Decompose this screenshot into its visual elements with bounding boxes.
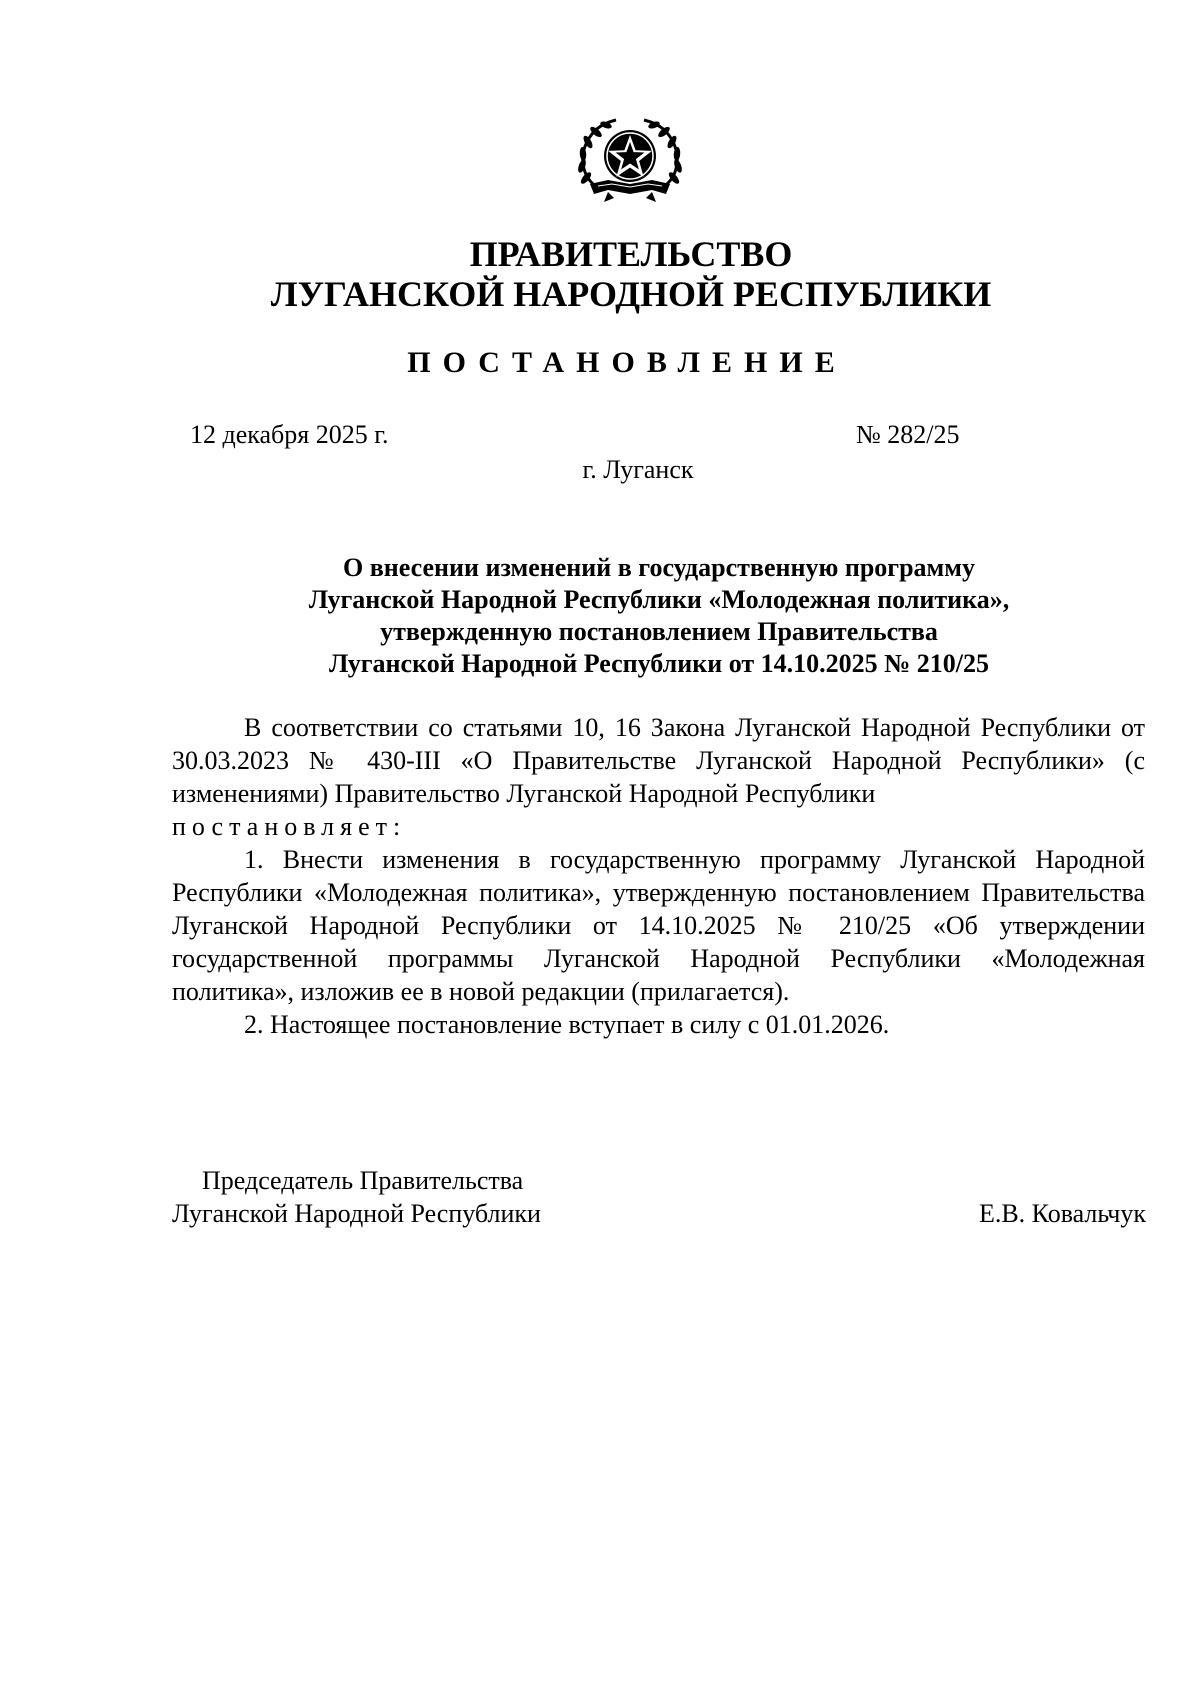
item-2-paragraph: 2. Настоящее постановление вступает в силу с 01.01.2026.: [244, 1010, 890, 1039]
subject-line: утвержденную постановлением Правительства: [380, 617, 938, 646]
document-city: г. Луганск: [582, 455, 694, 484]
signatory-title-line2: Луганской Народной Республики: [172, 1199, 541, 1228]
subject-line: О внесении изменений в государственную программу: [343, 553, 975, 582]
signatory-name: Е.В. Ковальчук: [978, 1199, 1146, 1228]
document-date: 12 декабря 2025 г.: [190, 420, 389, 449]
document-subject: [234, 552, 1084, 680]
organization-name-line1: ПРАВИТЕЛЬСТВО: [469, 234, 793, 274]
preamble-text: В соответствии со статьями 10, 16 Закона Луганской Народной Республики от 30.03.2023 № 430-III «О Правительстве Луганской Народной Республики» (с изменениями) Правительство Луганской Народной Республики: [172, 713, 1145, 808]
organization-name-line2: ЛУГАНСКОЙ НАРОДНОЙ РЕСПУБЛИКИ: [270, 274, 992, 314]
document-body: [172, 711, 1145, 1041]
item-1-paragraph: 1. Внести изменения в государственную программу Луганской Народной Республики «Молодежная политика», утвержденную постановлением Правительства Луганской Народной Республики от 14.10.2025 № 210/25 «Об утверждении государственной программы Луганской Народной Республики «Молодежная политика», изложив ее в новой редакции (прилагается).: [172, 845, 1145, 1006]
preamble-paragraph: [172, 711, 1145, 843]
signatory-title-line1: Председатель Правительства: [202, 1166, 524, 1195]
subject-line: Луганской Народной Республики от 14.10.2025 № 210/25: [329, 649, 989, 678]
lpr-coat-of-arms-icon: [568, 118, 692, 206]
document-number: № 282/25: [856, 420, 960, 449]
document-type: ПОСТАНОВЛЕНИЕ: [407, 346, 847, 379]
resolves-word: постановляет:: [172, 812, 407, 841]
subject-line: Луганской Народной Республики «Молодежная политика»,: [308, 585, 1010, 614]
